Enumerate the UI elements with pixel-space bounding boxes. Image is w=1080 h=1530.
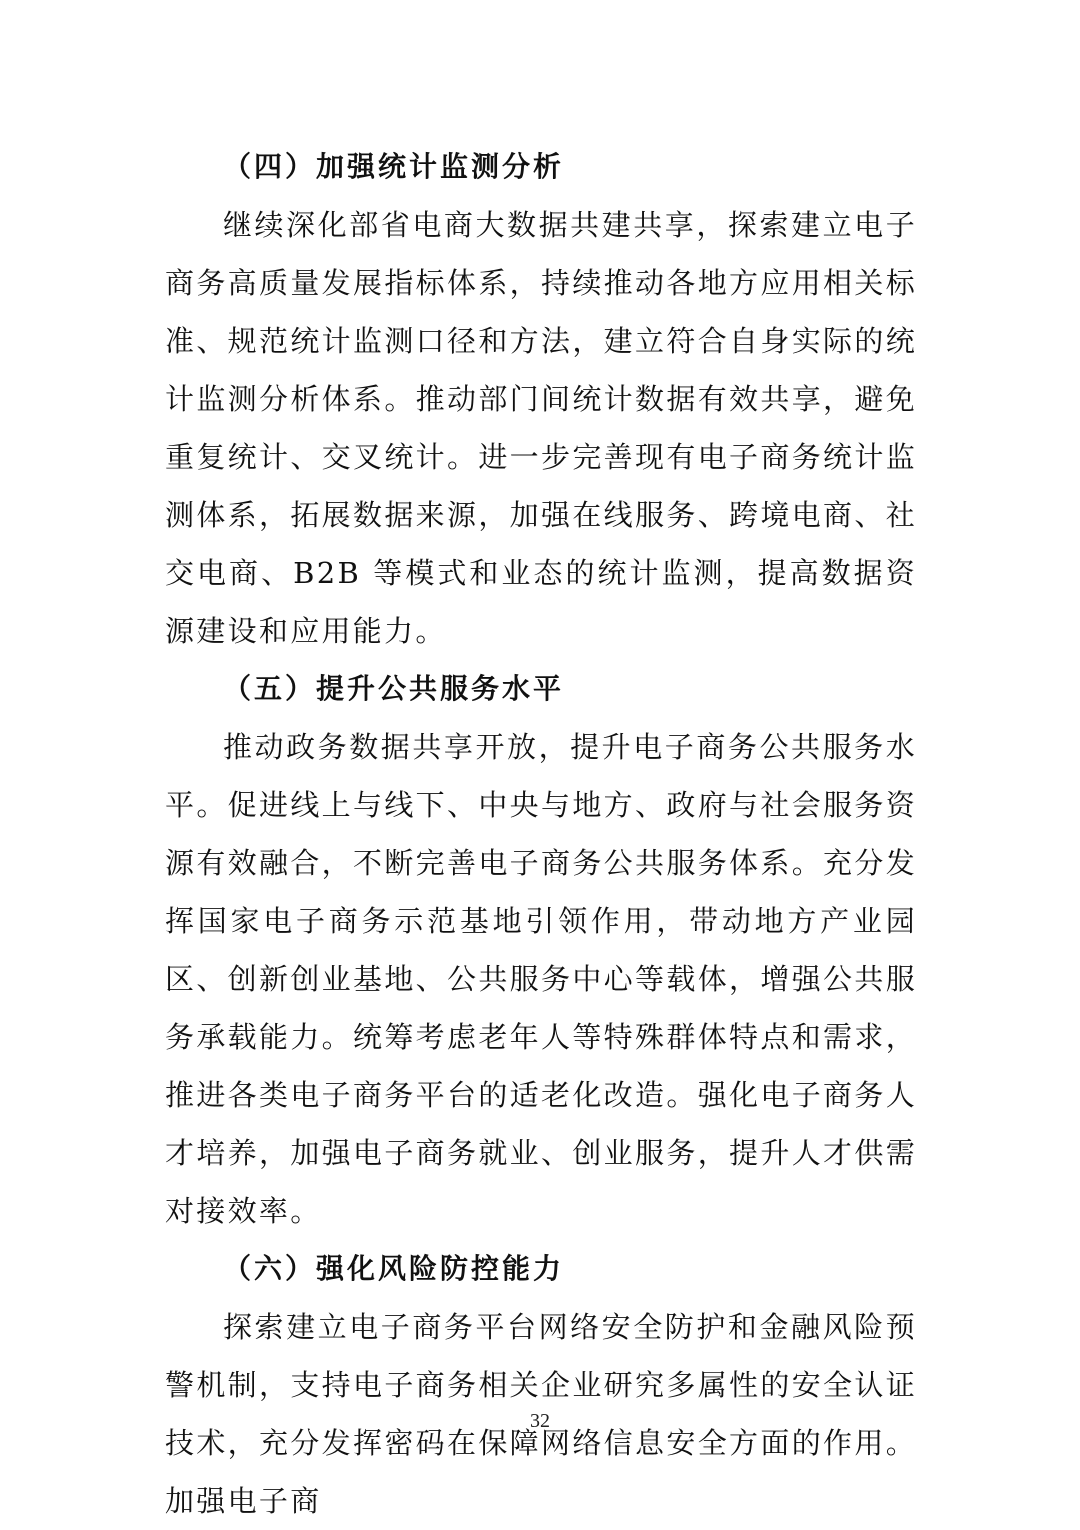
document-body bbox=[165, 138, 917, 1530]
page-number: 32 bbox=[530, 1410, 550, 1432]
section-paragraph-5: 推动政务数据共享开放，提升电子商务公共服务水平。促进线上与线下、中央与地方、政府与社会服务资源有效融合，不断完善电子商务公共服务体系。充分发挥国家电子商务示范基地引领作用，带动地方产业园区、创新创业基地、公共服务中心等载体，增强公共服务承载能力。统筹考虑老年人等特殊群体特点和需求，推进各类电子商务平台的适老化改造。强化电子商务人才培养，加强电子商务就业、创业服务，提升人才供需对接效率。 bbox=[165, 730, 917, 1228]
section-heading-4: （四）加强统计监测分析 bbox=[223, 150, 565, 183]
section-heading-5: （五）提升公共服务水平 bbox=[223, 672, 565, 705]
section-paragraph-4: 继续深化部省电商大数据共建共享，探索建立电子商务高质量发展指标体系，持续推动各地方应用相关标准、规范统计监测口径和方法，建立符合自身实际的统计监测分析体系。推动部门间统计数据有效共享，避免重复统计、交叉统计。进一步完善现有电子商务统计监测体系，拓展数据来源，加强在线服务、跨境电商、社交电商、B2B 等模式和业态的统计监测，提高数据资源建设和应用能力。 bbox=[165, 208, 917, 648]
section-heading-6: （六）强化风险防控能力 bbox=[223, 1252, 565, 1285]
section-paragraph-6: 探索建立电子商务平台网络安全防护和金融风险预警机制，支持电子商务相关企业研究多属性的安全认证技术，充分发挥密码在保障网络信息安全方面的作用。加强电子商 bbox=[165, 1310, 917, 1518]
